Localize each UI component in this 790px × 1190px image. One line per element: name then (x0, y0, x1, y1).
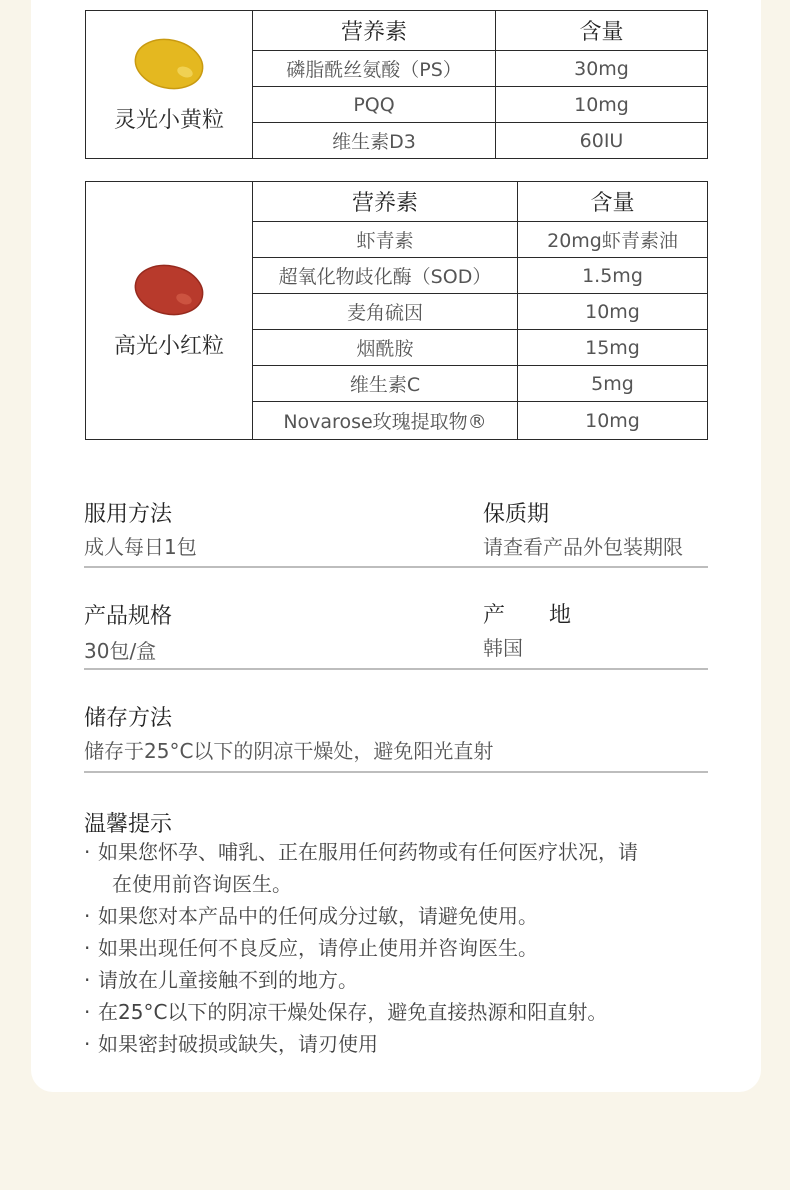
list-item: · 如果您怀孕、哺乳、正在服用任何药物或有任何医疗状况，请 在使用前咨询医生。 (84, 840, 638, 896)
nutrient-cell: 麦角硫因 (253, 294, 518, 330)
nutrient-cell: 虾青素 (253, 222, 518, 258)
tips-list (84, 836, 704, 1060)
origin-label: 产 地 (483, 603, 572, 628)
amount-cell: 20mg虾青素油 (518, 222, 708, 258)
red-capsule-icon (132, 261, 206, 319)
header-amount: 含量 (518, 182, 708, 222)
divider (84, 566, 708, 568)
product-cell (86, 182, 253, 440)
usage-value: 成人每日1包 (84, 535, 197, 559)
amount-cell: 10mg (518, 402, 708, 440)
nutrient-cell: PQQ (253, 87, 496, 123)
shelf-life-value: 请查看产品外包装期限 (483, 535, 683, 559)
amount-cell: 1.5mg (518, 258, 708, 294)
origin-value: 韩国 (483, 636, 523, 660)
nutrient-cell: Novarose玫瑰提取物® (253, 402, 518, 440)
nutrient-cell: 维生素C (253, 366, 518, 402)
amount-cell: 30mg (496, 51, 708, 87)
header-amount: 含量 (496, 11, 708, 51)
nutrient-cell: 烟酰胺 (253, 330, 518, 366)
yellow-capsule-icon (132, 35, 206, 93)
product-name: 高光小红粒 (113, 334, 224, 359)
divider (84, 771, 708, 773)
usage-label: 服用方法 (84, 502, 173, 527)
header-nutrient: 营养素 (253, 182, 518, 222)
divider (84, 668, 708, 670)
product-name: 灵光小黄粒 (113, 108, 224, 133)
amount-cell: 10mg (496, 87, 708, 123)
list-item: · 请放在儿童接触不到的地方。 (84, 968, 358, 992)
nutrient-cell: 磷脂酰丝氨酸（PS） (253, 51, 496, 87)
list-item: · 如果您对本产品中的任何成分过敏，请避免使用。 (84, 904, 538, 928)
storage-label: 储存方法 (84, 706, 173, 731)
amount-cell: 5mg (518, 366, 708, 402)
product-cell (86, 11, 253, 159)
nutrition-table-red (85, 181, 708, 440)
nutrition-table-yellow (85, 10, 708, 159)
list-item: · 在25°C以下的阴凉干燥处保存，避免直接热源和阳直射。 (84, 1000, 608, 1024)
list-item: · 如果密封破损或缺失，请刃使用 (84, 1032, 378, 1056)
spec-value: 30包/盒 (84, 639, 157, 663)
header-nutrient: 营养素 (253, 11, 496, 51)
shelf-life-label: 保质期 (483, 502, 550, 527)
nutrient-cell: 超氧化物歧化酶（SOD） (253, 258, 518, 294)
tips-title: 温馨提示 (84, 812, 173, 837)
amount-cell: 60IU (496, 123, 708, 159)
storage-value: 储存于25°C以下的阴凉干燥处，避免阳光直射 (84, 739, 494, 763)
amount-cell: 10mg (518, 294, 708, 330)
list-item: · 如果出现任何不良反应，请停止使用并咨询医生。 (84, 936, 538, 960)
spec-label: 产品规格 (84, 604, 173, 629)
amount-cell: 15mg (518, 330, 708, 366)
nutrient-cell: 维生素D3 (253, 123, 496, 159)
